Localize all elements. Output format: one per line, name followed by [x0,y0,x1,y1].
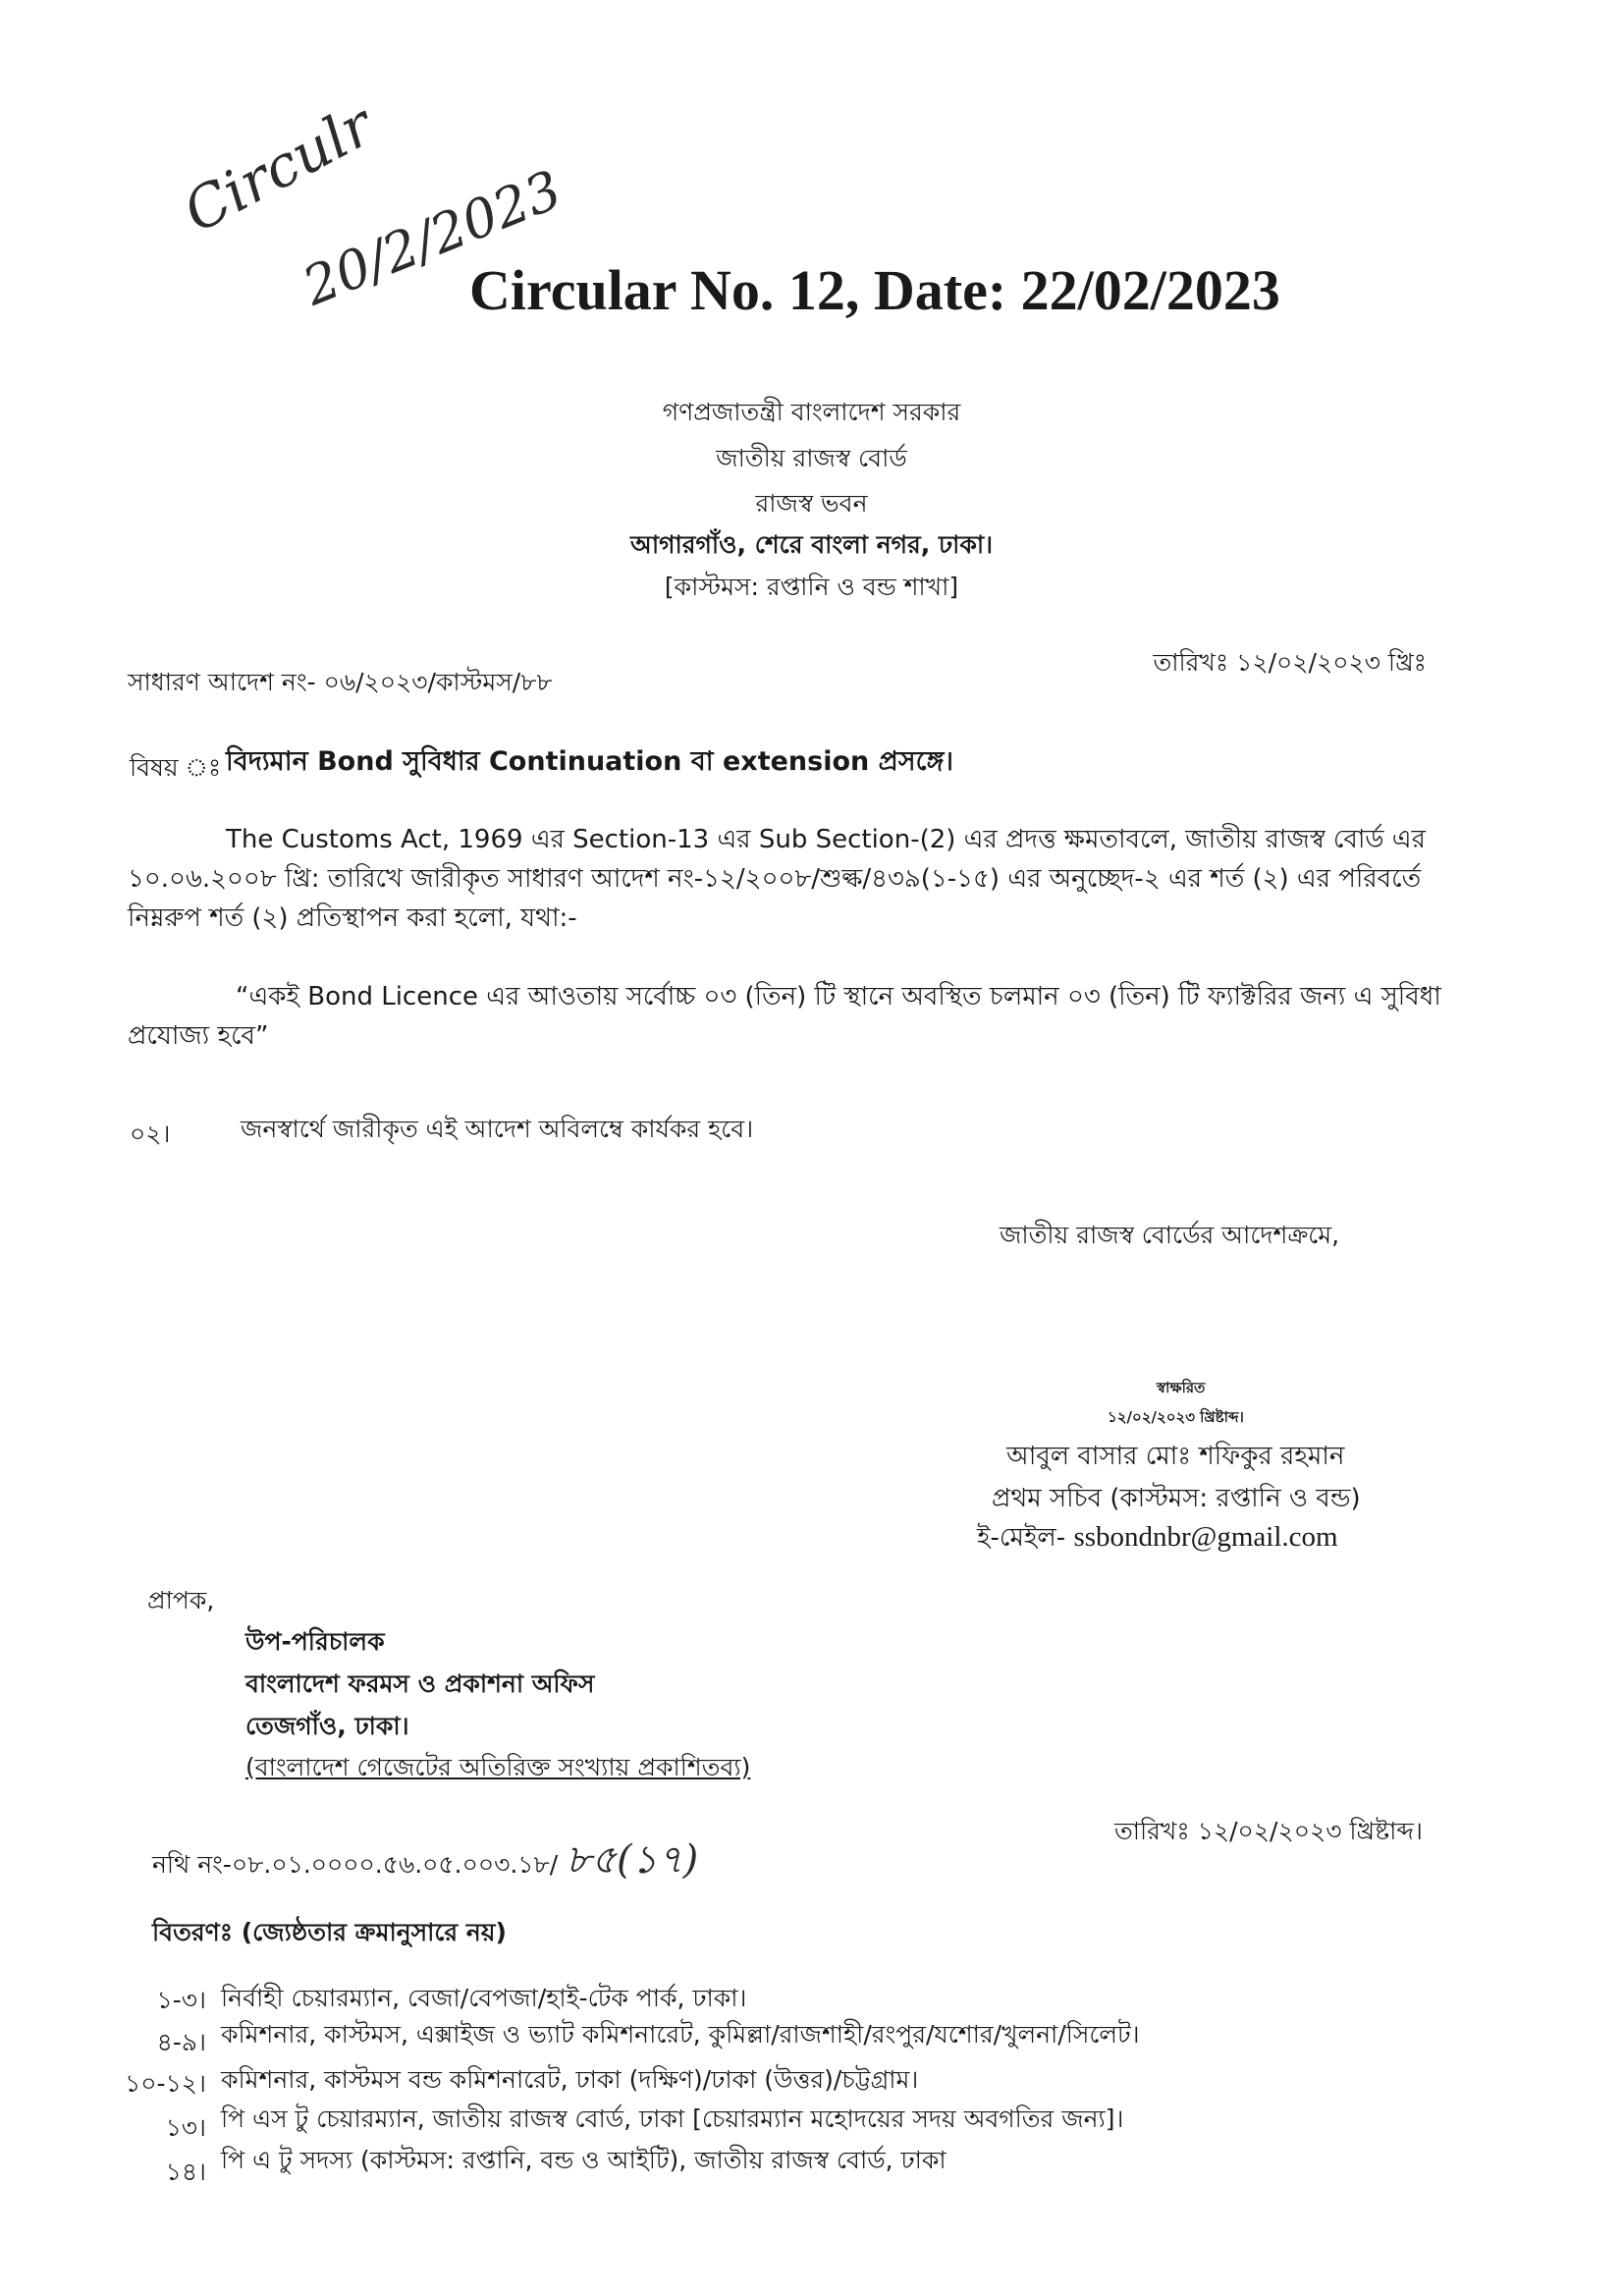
signatory-designation: প্রথম সচিব (কাস্টমস: রপ্তানি ও বন্ড) [992,1484,1361,1513]
recipient-location: তেজগাঁও, ঢাকা। [245,1712,409,1740]
letterhead-board: জাতীয় রাজস্ব বোর্ড [716,444,907,472]
subject-text: বিদ্যমান Bond সুবিধার Continuation বা extension প্রসঙ্গে। [226,746,954,777]
order-number: সাধারণ আদেশ নং- ০৬/২০২৩/কাস্টমস/৮৮ [128,668,553,696]
file-number-text: নথি নং-০৮.০১.০০০০.৫৬.০৫.০০৩.১৮/ [152,1850,559,1879]
recipient-label: প্রাপক, [147,1586,215,1614]
email-label: ই-মেইল- [977,1523,1066,1553]
distribution-item-text: পি এ টু সদস্য (কাস্টমস: রপ্তানি, বন্ড ও আইটি), জাতীয় রাজস্ব বোর্ড, ঢাকা [221,2146,947,2174]
recipient-title: উপ-পরিচালক [245,1627,385,1656]
file-number [152,1829,698,1894]
handwritten-date: 20/2/2023 [295,158,570,318]
distribution-item-text: কমিশনার, কাস্টমস বন্ড কমিশনারেট, ঢাকা (দক্ষিণ)/ঢাকা (উত্তর)/চট্টগ্রাম। [221,2065,919,2094]
signatory-email [977,1517,1338,1560]
email-address: ssbondnbr@gmail.com [1073,1521,1338,1553]
order-date: তারিখঃ ১২/০২/২০২৩ খ্রিঃ [1153,648,1427,677]
recipient-note: (বাংলাদেশ গেজেটের অতিরিক্ত সংখ্যায় প্রকাশিতব্য) [245,1753,751,1781]
recipient-office: বাংলাদেশ ফরমস ও প্রকাশনা অফিস [245,1669,595,1698]
paragraph-2-text: জনস্বার্থে জারীকৃত এই আদেশ অবিলম্বে কার্যকর হবে। [241,1115,754,1143]
by-order-line: জাতীয় রাজস্ব বোর্ডের আদেশক্রমে, [1000,1221,1340,1249]
handwritten-note: Circulr [173,90,384,246]
letterhead-government: গণপ্রজাতন্ত্রী বাংলাদেশ সরকার [662,398,961,426]
paragraph-2-number: ০২। [130,1120,171,1148]
distribution-item-number: ১০-১২। [125,2069,206,2098]
signed-date: ১২/০২/২০২৩ খ্রিষ্টাব্দ। [1108,1408,1244,1426]
distribution-item-text: কমিশনার, কাস্টমস, এক্সাইজ ও ভ্যাট কমিশনারেট, কুমিল্লা/রাজশাহী/রংপুর/যশোর/খুলনা/সিলেট। [221,2020,1140,2049]
distribution-item-number: ১-৩। [156,1986,206,2014]
subject-label: বিষয় ঃ [130,753,222,782]
distribution-item-number: ১৩। [165,2113,206,2142]
distribution-item-number: ১৪। [165,2158,206,2186]
file-number-handwritten: ৮৫(১৭) [566,1837,699,1883]
signed-stamp: স্বাক্ষরিত [1157,1379,1206,1396]
quoted-condition: “একই Bond Licence এর আওতায় সর্বোচ্চ ০৩ (তিন) টি স্থানে অবস্থিত চলমান ০৩ (তিন) টি ফ্যাক্টরির জন্য এ সুবিধা প্রযোজ্য হবে” [128,982,1441,1051]
distribution-title: বিতরণঃ (জ্যেষ্ঠতার ক্রমানুসারে নয়) [152,1918,507,1946]
file-date: তারিখঃ ১২/০২/২০২৩ খ্রিষ্টাব্দ। [1114,1817,1423,1845]
letterhead-branch: [কাস্টমস: রপ্তানি ও বন্ড শাখা] [664,573,959,601]
circular-heading: Circular No. 12, Date: 22/02/2023 [469,258,1280,322]
signatory-name: আবুল বাসার মোঃ শফিকুর রহমান [1006,1442,1345,1471]
distribution-item-number: ৪-৯। [156,2028,206,2056]
distribution-item-text: পি এস টু চেয়ারম্যান, জাতীয় রাজস্ব বোর্ড, ঢাকা [চেয়ারম্যান মহোদয়ের সদয় অবগতির জন্য]। [221,2105,1124,2133]
letterhead-building: রাজস্ব ভবন [755,489,868,518]
distribution-item-text: নির্বাহী চেয়ারম্যান, বেজা/বেপজা/হাই-টেক পার্ক, ঢাকা। [221,1984,747,2012]
letterhead-address: আগারগাঁও, শেরে বাংলা নগর, ঢাকা। [629,530,994,559]
body-paragraph-1: The Customs Act, 1969 এর Section-13 এর Sub Section-(2) এর প্রদত্ত ক্ষমতাবলে, জাতীয় রাজস্ব বোর্ড এর ১০.০৬.২০০৮ খ্রি: তারিখে জারীকৃত সাধারণ আদেশ নং-১২/২০০৮/শুল্ক/৪৩৯(১-১৫) এর অনুচ্ছেদ-২ এর শর্ত (২) এর পরিবর্তে নিম্নরুপ শর্ত (২) প্রতিস্থাপন করা হলো, যথা:- [128,825,1426,933]
